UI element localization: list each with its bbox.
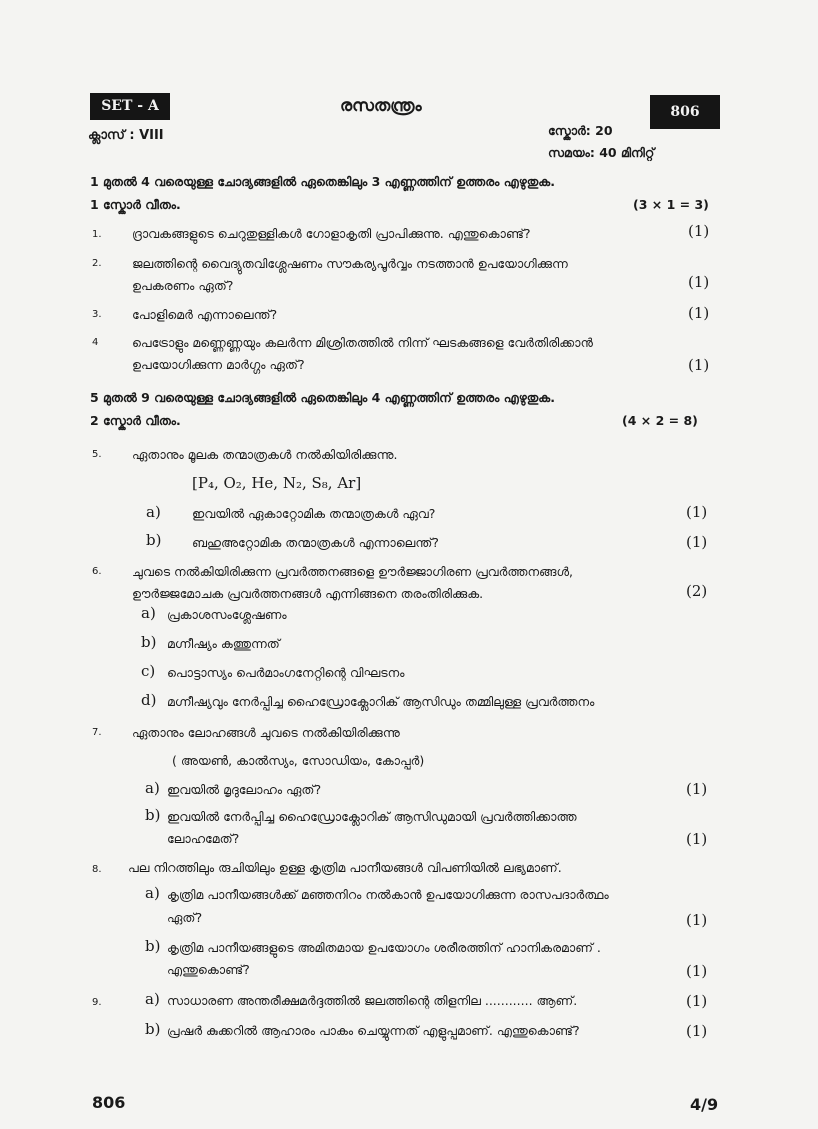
option-mark: (1) [686, 780, 708, 798]
option-text: ബഹുഅറ്റോമിക തന്മാത്രകൾ എന്നാലെന്ത്? [192, 535, 439, 550]
option-label: b) [145, 806, 161, 824]
question-number: 5. [92, 449, 102, 460]
class-label: ക്ലാസ് : VIII [88, 128, 164, 143]
question-number: 7. [92, 727, 102, 738]
option-mark: (1) [686, 503, 708, 521]
question-number: 1. [92, 229, 102, 240]
option-text: പൊട്ടാസ്യം പെർമാംഗനേറ്റിന്റെ വിഘടനം [167, 665, 405, 680]
question-number: 4 [92, 337, 99, 348]
option-text: കൃത്രിമ പാനീയങ്ങളുടെ അമിതമായ ഉപയോഗം ശരീരത്തിന് ഹാനികരമാണ് . [167, 940, 601, 955]
question-text: പെട്രോളും മണ്ണെണ്ണയും കലർന്ന മിശ്രിതത്തിൽ നിന്ന് ഘടകങ്ങളെ വേർതിരിക്കാൻ [132, 335, 593, 350]
molecule-formula-list: [P₄, O₂, He, N₂, S₈, Ar] [192, 474, 362, 492]
option-text: ലോഹമേത്? [167, 831, 240, 846]
option-label: b) [146, 531, 162, 549]
question-number: 2. [92, 258, 102, 269]
option-text: സാധാരണ അന്തരീക്ഷമർദ്ദത്തിൽ ജലത്തിന്റെ തിളനില ............ ആണ്. [167, 993, 578, 1008]
question-mark: (1) [688, 222, 710, 240]
option-mark: (1) [686, 992, 708, 1010]
question-text: ഉപകരണം ഏത്? [132, 278, 234, 293]
question-text: പല നിറത്തിലും രുചിയിലും ഉള്ള കൃത്രിമ പാനീയങ്ങൾ വിപണിയിൽ ലഭ്യമാണ്. [128, 860, 562, 875]
question-text: ഏതാനും മൂലക തന്മാത്രകൾ നൽകിയിരിക്കുന്നു. [132, 447, 398, 462]
question-mark: (1) [688, 356, 710, 374]
option-label: a) [145, 990, 160, 1008]
paper-code-box: 806 [650, 95, 720, 129]
option-label: a) [145, 779, 160, 797]
option-mark: (1) [686, 1022, 708, 1040]
question-text: ഊർജ്ജമോചക പ്രവർത്തനങ്ങൾ എന്നിങ്ങനെ തരംതിരിക്കുക. [132, 586, 484, 601]
question-mark: (1) [688, 273, 710, 291]
question-number: 6. [92, 566, 102, 577]
option-label: b) [145, 937, 161, 955]
question-text: പോളിമെർ എന്നാലെന്ത്? [132, 307, 278, 322]
option-mark: (1) [686, 962, 708, 980]
footer-paper-code: 806 [92, 1093, 126, 1112]
section2-instruction: 5 മുതൽ 9 വരെയുള്ള ചോദ്യങ്ങളിൽ ഏതെങ്കിലും 4 എണ്ണത്തിന് ഉത്തരം എഴുതുക. [90, 390, 555, 405]
option-text: എന്തുകൊണ്ട്? [167, 962, 250, 977]
section1-scheme: (3 × 1 = 3) [633, 197, 709, 212]
subject-title: രസതന്ത്രം [340, 96, 422, 116]
option-mark: (1) [686, 911, 708, 929]
score-label: സ്കോർ: 20 [548, 123, 613, 138]
option-text: പ്രകാശസംശ്ലേഷണം [167, 607, 287, 622]
option-text: മഗ്നീഷ്യവും നേർപ്പിച്ച ഹൈഡ്രോക്ലോറിക് ആസിഡും തമ്മിലുള്ള പ്രവർത്തനം [167, 694, 595, 709]
question-number: 3. [92, 309, 102, 320]
option-text: ഇവയിൽ ഏകാറ്റോമിക തന്മാത്രകൾ ഏവ? [192, 506, 436, 521]
question-number: 8. [92, 864, 102, 875]
option-label: a) [141, 604, 156, 622]
option-label: d) [141, 691, 157, 709]
question-text: ജലത്തിന്റെ വൈദ്യുതവിശ്ലേഷണം സൗകര്യപൂർവ്വം നടത്താൻ ഉപയോഗിക്കുന്ന [132, 256, 568, 271]
question-text: ദ്രാവകങ്ങളുടെ ചെറുതുള്ളികൾ ഗോളാകൃതി പ്രാപിക്കുന്നു. എന്തുകൊണ്ട്? [132, 226, 531, 241]
option-label: a) [146, 503, 161, 521]
option-label: a) [145, 884, 160, 902]
option-mark: (1) [686, 533, 708, 551]
question-number: 9. [92, 997, 102, 1008]
section2-score-note: 2 സ്കോർ വീതം. [90, 413, 181, 428]
option-label: c) [141, 662, 156, 680]
option-text: ഇവയിൽ നേർപ്പിച്ച ഹൈഡ്രോക്ലോറിക് ആസിഡുമായി പ്രവർത്തിക്കാത്ത [167, 809, 577, 824]
option-text: ഇവയിൽ മൃദുലോഹം ഏത്? [167, 782, 322, 797]
option-mark: (1) [686, 830, 708, 848]
section1-score-note: 1 സ്കോർ വീതം. [90, 197, 181, 212]
footer-page-number: 4/9 [690, 1095, 719, 1114]
question-mark: (1) [688, 304, 710, 322]
question-text: ഉപയോഗിക്കുന്ന മാർഗ്ഗം ഏത്? [132, 357, 305, 372]
section2-scheme: (4 × 2 = 8) [622, 413, 698, 428]
question-text: ചുവടെ നൽകിയിരിക്കുന്ന പ്രവർത്തനങ്ങളെ ഊർജ്ജാഗിരണ പ്രവർത്തനങ്ങൾ, [132, 564, 574, 579]
question-mark: (2) [686, 582, 708, 600]
question-text: ഏതാനും ലോഹങ്ങൾ ചുവടെ നൽകിയിരിക്കുന്നു [132, 725, 400, 740]
option-text: കൃത്രിമ പാനീയങ്ങൾക്ക് മഞ്ഞനിറം നൽകാൻ ഉപയോഗിക്കുന്ന രാസപദാർത്ഥം [167, 887, 609, 902]
option-text: മഗ്നീഷ്യം കത്തുന്നത് [167, 636, 280, 651]
metal-list: ( അയൺ, കാൽസ്യം, സോഡിയം, കോപ്പർ) [172, 753, 425, 768]
section1-instruction: 1 മുതൽ 4 വരെയുള്ള ചോദ്യങ്ങളിൽ ഏതെങ്കിലും 3 എണ്ണത്തിന് ഉത്തരം എഴുതുക. [90, 174, 555, 189]
option-label: b) [141, 633, 157, 651]
option-text: പ്രഷർ കുക്കറിൽ ആഹാരം പാകം ചെയ്യുന്നത് എളുപ്പമാണ്. എന്തുകൊണ്ട്? [167, 1023, 580, 1038]
set-label: SET - A [90, 93, 170, 120]
time-label: സമയം: 40 മിനിറ്റ് [548, 145, 655, 160]
option-label: b) [145, 1020, 161, 1038]
option-text: ഏത്? [167, 910, 203, 925]
